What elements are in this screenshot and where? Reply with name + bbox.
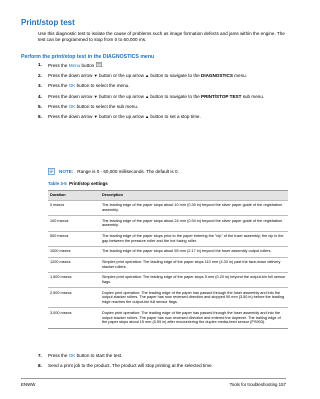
page-footer [21, 378, 286, 387]
note [48, 168, 179, 175]
footer-left: ENWW [21, 382, 36, 387]
footer-right: Tools for troubleshooting 157 [229, 382, 286, 387]
table-row: 3,000 msecs Duplex print operation: The leading edge of the paper has passed through the fuser assembly and into the output stacker rollers. The paper has now reversed direction and entered the duplexer. The trailing edge of the paper stops about 15 mm (0.59 in) after encountering the duplex media-feed sensor (PS903). [48, 308, 288, 328]
step-2: 2. Press the down arrow ▼ button or the up arrow ▲ button to navigate to the DIAGNOSTICS menu. [38, 73, 247, 79]
up-arrow-icon: ▲ [145, 113, 150, 119]
note-text: Range is 0 - 60,000 milliseconds. The default is 0. [77, 169, 179, 174]
table-row: 2,500 msecs Duplex print operation: The leading edge of the paper has passed through the fuser assembly and into the output stacker rollers. The paper has now reversed direction and stopped 90 mm (3.50 in) before the leading edge reaches the output-bin full sensor flags. [48, 288, 288, 308]
note-icon [48, 168, 56, 175]
note-label: NOTE: [59, 169, 74, 174]
step-number: 1. [38, 62, 42, 67]
table-row: 100 msecs The leading edge of the paper stops about 24 mm (0.94 in) beyond the silver paper guide of the registration assembly. [48, 216, 288, 231]
step-3: 3. Press the OK button to select the menu. [38, 83, 130, 89]
column-header-duration: Duration [48, 191, 100, 201]
step-1: 1. Press the Menu button . [38, 62, 103, 68]
step-8: 8. Send a print job to the product. The product will stop printing at the selected time. [38, 363, 213, 369]
menu-button-icon [96, 62, 102, 67]
down-arrow-icon: ▼ [93, 93, 98, 99]
step-4: 4. Press the down arrow ▼ button or the up arrow ▲ button to navigate to the PRINT/STOP TEST sub menu. [38, 93, 265, 99]
column-header-description: Description [100, 191, 288, 201]
closing-steps [38, 353, 288, 373]
ok-key: OK [68, 103, 76, 109]
ok-key: OK [68, 353, 76, 358]
down-arrow-icon: ▼ [93, 113, 98, 119]
down-arrow-icon: ▼ [93, 73, 98, 79]
print-stop-settings-table [48, 190, 288, 329]
up-arrow-icon: ▲ [145, 93, 150, 99]
table-row: 1,500 msecs Simplex print operation: The leading edge of the paper stops 5 mm (0.20 in) beyond the output-bin full sensor flags. [48, 272, 288, 287]
intro-paragraph: Use this diagnostic test to isolate the cause of problems such as image formation defects and jams within the engine. The test can be programmed to stop from 0 to 60,000 ms. [38, 31, 285, 43]
step-list [38, 62, 288, 124]
step-6: 6. Press the down arrow ▼ button or the up arrow ▲ button to set a stop time. [38, 113, 201, 119]
section-subheading: Perform the print/stop test in the DIAGNOSTICS menu [21, 54, 155, 60]
table-row: 1000 msecs The leading edge of the paper stops about 55 mm (2.17 in) beyond the fuser assembly output rollers. [48, 246, 288, 257]
table-caption: Table 3-5 Print/stop settings [48, 181, 108, 186]
table-row: 1200 msecs Simplex print operation: The leading edge of the paper stops 110 mm (4.33 in) past the face-down delivery stacker rollers. [48, 257, 288, 272]
ok-key: OK [68, 83, 76, 89]
table-header-row [48, 191, 288, 201]
table-row: 500 msecs The leading edge of the paper stops prior to the paper entering the "nip" of the fuser assembly; the nip is the gap between the pressure roller and the hot fusing roller. [48, 231, 288, 246]
step-5: 5. Press the OK button to select the sub menu. [38, 103, 139, 109]
up-arrow-icon: ▲ [145, 73, 150, 79]
table-row: 0 msecs The leading edge of the paper stops about 10 mm (0.39 in) beyond the silver paper guide of the registration assembly. [48, 200, 288, 215]
menu-key: Menu [68, 63, 81, 68]
page-title: Print/stop test [21, 18, 75, 27]
step-7: 7. Press the OK button to start the test. [38, 353, 123, 358]
